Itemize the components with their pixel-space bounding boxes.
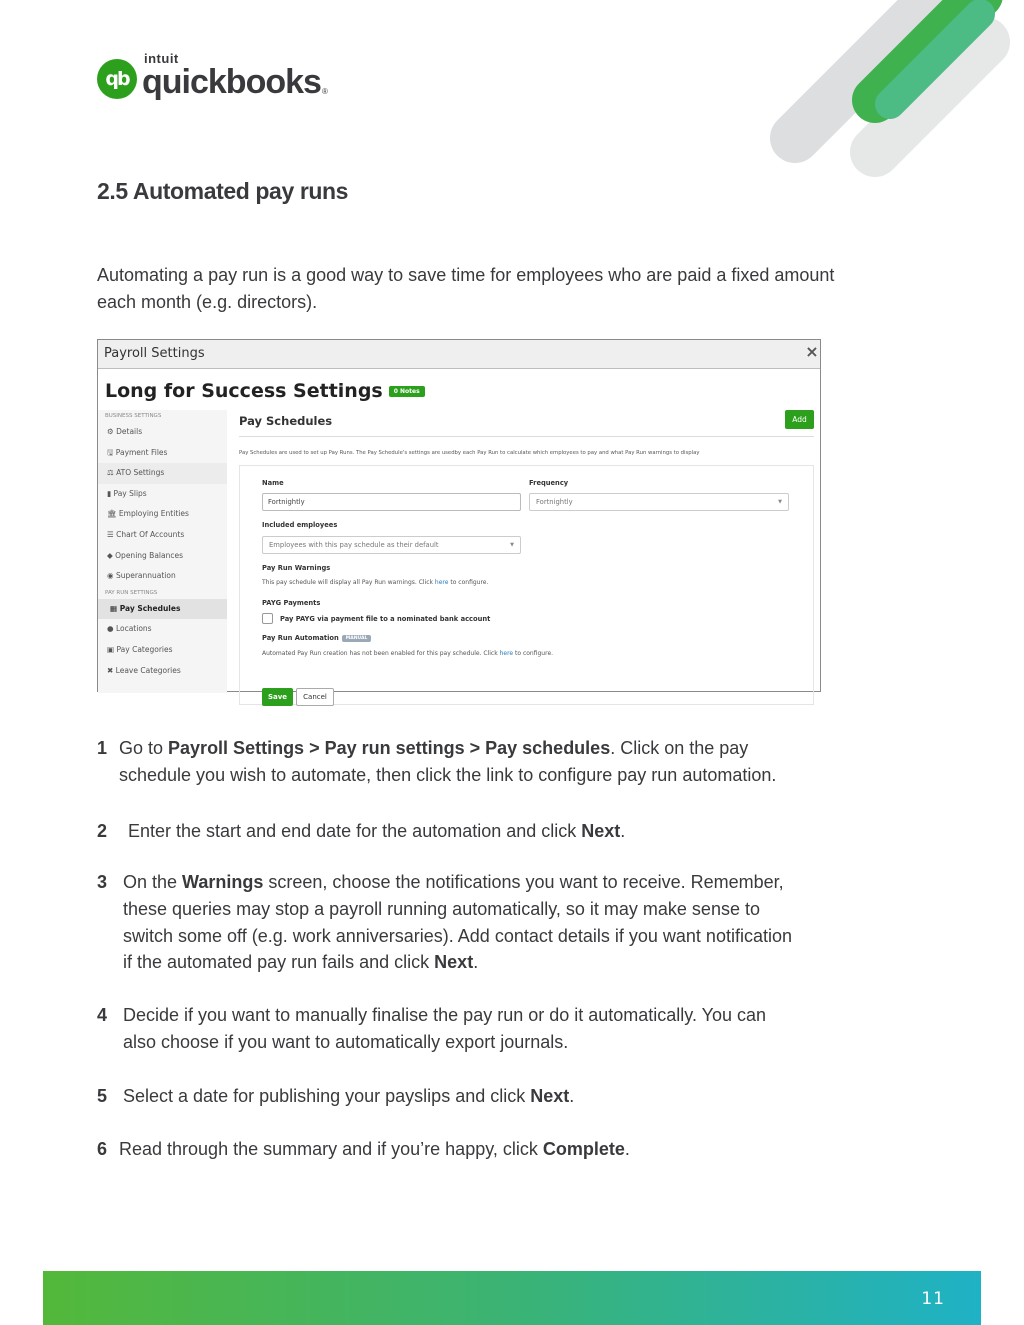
sidebar-item-chart-of-accounts[interactable] [98, 525, 227, 546]
chart-of-accounts-icon: ☰ [107, 529, 117, 539]
window-titlebar [98, 340, 820, 369]
automation-configure-link[interactable]: here [499, 650, 514, 657]
step-text-run: . [624, 1139, 630, 1159]
sidebar-item-payment-files[interactable] [98, 443, 227, 464]
sidebar-item-label: Pay Slips [113, 488, 147, 498]
page-number: 11 [921, 1289, 945, 1309]
decorative-stripes [740, 0, 985, 190]
sidebar-item-label: Pay Schedules [119, 603, 181, 613]
superannuation-icon: ◉ [107, 571, 116, 581]
bold-term: Next [434, 952, 474, 973]
step-text-run: . Click on the pay [610, 738, 749, 758]
included-employees-label: Included employees [262, 521, 338, 529]
sidebar-item-label: Pay Categories [116, 644, 173, 654]
section-heading: 2.5 Automated pay runs [97, 178, 349, 204]
pay-schedules-icon: ▦ [110, 603, 120, 613]
step-text-run: Decide if you want to manually finalise the pay run or do it automatically. You can [123, 1005, 767, 1025]
ato-settings-icon: ⚖ [107, 468, 117, 478]
bold-term: Next [581, 821, 621, 841]
manual-badge: MANUAL [342, 635, 372, 642]
step-number: 6 [97, 1139, 108, 1159]
pay-schedules-description: Pay Schedules are used to set up Pay Runs. The Pay Schedule's settings are usedby each Pay Run to calculate which employees to pay and what Pay Run warnings to display [239, 450, 700, 456]
sidebar-item-ato-settings[interactable] [98, 463, 227, 484]
sidebar-item-label: Locations [115, 624, 152, 634]
quickbooks-wordmark: quickbooks [142, 63, 321, 101]
pay-run-warnings-text: This pay schedule will display all Pay Run warnings. Click here to configure. [262, 579, 489, 586]
step-text [123, 869, 792, 976]
settings-sidebar [98, 410, 227, 693]
opening-balances-icon: ◆ [107, 550, 116, 560]
step-text-run: schedule you wish to automate, then click the link to configure pay run automation. [119, 764, 777, 785]
details-icon: ⚙ [107, 427, 117, 436]
step-text-run: . [620, 821, 626, 841]
bold-term: Next [530, 1086, 570, 1106]
cancel-button[interactable]: Cancel [296, 688, 334, 706]
payroll-settings-screenshot [97, 339, 821, 701]
sidebar-item-label: Opening Balances [115, 550, 183, 560]
pay-slips-icon: ▮ [107, 488, 114, 498]
step-text [123, 1083, 574, 1110]
sidebar-item-leave-categories[interactable] [98, 661, 227, 682]
payg-payments-label: PAYG Payments [262, 599, 321, 607]
notes-badge[interactable]: 0 Notes [389, 386, 425, 397]
step-text-run: switch some off (e.g. work anniversaries). Add contact details if you want notification [123, 925, 792, 946]
locations-icon: ● [107, 624, 116, 634]
frequency-label: Frequency [529, 479, 569, 487]
step-number: 2 [97, 821, 108, 841]
leave-categories-icon: ✖ [107, 665, 116, 675]
sidebar-item-label: Employing Entities [118, 509, 189, 519]
sidebar-item-opening-balances[interactable] [98, 546, 227, 567]
divider [239, 436, 814, 437]
step-text-run: . [473, 952, 479, 973]
sidebar-item-label: Details [116, 427, 143, 436]
footer-bar [43, 1271, 981, 1325]
sidebar-item-label: Leave Categories [115, 665, 181, 675]
step-text [123, 1002, 766, 1056]
sidebar-item-label: Superannuation [115, 571, 176, 581]
pay-categories-icon: ▣ [107, 644, 117, 654]
step-text-run: screen, choose the notifications you want to receive. Remember, [263, 872, 784, 892]
save-button[interactable]: Save [262, 688, 293, 706]
frequency-value: Fortnightly [536, 498, 573, 506]
registered-mark: ® [321, 87, 328, 96]
intuit-text: intuit [144, 51, 179, 66]
step-number: 5 [97, 1086, 108, 1106]
pay-run-automation-label: Pay Run Automation MANUAL [262, 634, 371, 642]
frequency-select[interactable] [529, 493, 789, 511]
pay-schedule-form [239, 465, 814, 705]
quickbooks-logo [97, 52, 328, 99]
step-number: 4 [97, 1005, 108, 1025]
step-text-run: . [569, 1086, 575, 1106]
qb-mark-icon: qb [97, 59, 137, 99]
included-employees-select[interactable] [262, 536, 521, 554]
sidebar-item-pay-schedules[interactable] [98, 599, 227, 620]
name-input[interactable]: Fortnightly [262, 493, 521, 511]
step-text-run: Go to [119, 738, 169, 758]
name-label: Name [262, 479, 284, 487]
bold-term: Complete [542, 1139, 625, 1159]
company-settings-title [105, 380, 425, 402]
step-text [119, 735, 776, 789]
window-title: Payroll Settings [104, 346, 205, 361]
sidebar-item-label: Payment Files [115, 447, 168, 457]
sidebar-item-label: ATO Settings [116, 468, 165, 478]
pay-schedules-heading: Pay Schedules [239, 414, 333, 428]
warnings-configure-link[interactable]: here [434, 579, 449, 586]
sidebar-section-heading: PAY RUN SETTINGS [105, 589, 158, 596]
step-text [119, 1136, 630, 1163]
step-text-run: Read through the summary and if you’re happy, click [119, 1139, 543, 1159]
step-text-run: On the [123, 872, 183, 892]
sidebar-item-employing-entities[interactable] [98, 504, 227, 525]
sidebar-item-superannuation[interactable] [98, 566, 227, 587]
step-text-run: Select a date for publishing your payslips and click [123, 1086, 531, 1106]
add-button[interactable]: Add [785, 410, 814, 429]
bold-term: Payroll Settings > Pay run settings > Pay schedules [168, 738, 611, 758]
sidebar-item-pay-slips[interactable] [98, 484, 227, 505]
payment-files-icon: 🖫 [107, 447, 116, 457]
sidebar-item-label: Chart Of Accounts [116, 529, 185, 539]
payg-checkbox[interactable] [262, 613, 273, 624]
close-icon[interactable]: × [805, 342, 819, 361]
pay-run-automation-text: Automated Pay Run creation has not been enabled for this pay schedule. Click here to configure. [262, 650, 554, 657]
step-text-run: Enter the start and end date for the automation and click [128, 821, 582, 841]
step-number: 3 [97, 872, 108, 892]
step-text-run: these queries may stop a payroll running automatically, so it may make sense to [123, 898, 760, 919]
step-text-run: also choose if you want to automatically export journals. [123, 1031, 569, 1052]
employing-entities-icon: 🏛 [107, 509, 119, 519]
included-employees-value: Employees with this pay schedule as their default [269, 541, 439, 549]
intro-paragraph: Automating a pay run is a good way to save time for employees who are paid a fixed amount each month (e.g. directors). [97, 265, 835, 312]
company-title-text: Long for Success Settings [105, 380, 383, 402]
sidebar-item-locations[interactable] [98, 619, 227, 640]
chevron-down-icon: ▼ [778, 499, 782, 505]
bold-term: Warnings [182, 872, 264, 892]
step-text [128, 818, 625, 845]
payg-checkbox-label: Pay PAYG via payment file to a nominated bank account [280, 615, 491, 623]
step-text-run: if the automated pay run fails and click [123, 952, 435, 973]
step-number: 1 [97, 738, 108, 758]
sidebar-item-pay-categories[interactable] [98, 640, 227, 661]
sidebar-item-details[interactable] [98, 422, 227, 443]
chevron-down-icon: ▼ [510, 542, 514, 548]
pay-run-warnings-label: Pay Run Warnings [262, 564, 331, 572]
sidebar-section-heading: BUSINESS SETTINGS [105, 413, 162, 419]
